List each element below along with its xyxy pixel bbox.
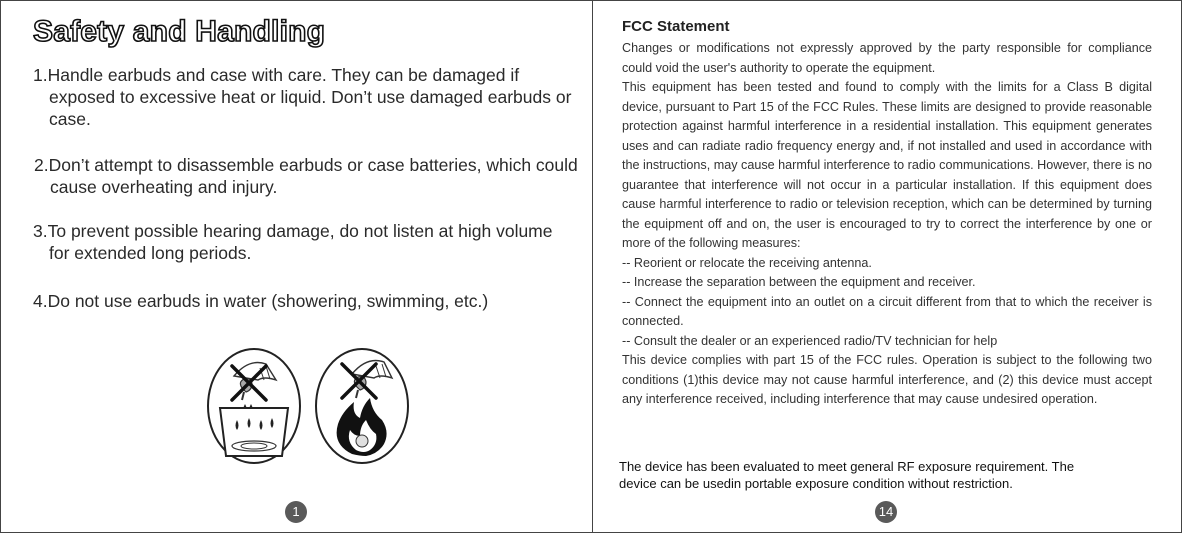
fcc-statement-body bbox=[622, 39, 1152, 410]
safety-rule-3: 3.To prevent possible hearing damage, do not listen at high volume for extended long periods. bbox=[33, 221, 553, 263]
fcc-measure: -- Connect the equipment into an outlet on a circuit different from that to which the receiver is connected. bbox=[622, 294, 1152, 328]
fcc-paragraph: This device complies with part 15 of the FCC rules. Operation is subject to the following two conditions (1)this device may not cause harmful interference, and (2) this device must accept any interference received, including interference that may cause undesired operation. bbox=[622, 353, 1152, 406]
safety-rule-1: 1.Handle earbuds and case with care. They can be damaged if exposed to excessive heat or liquid. Don’t use damaged earbuds or case. bbox=[33, 65, 572, 129]
rf-note-part: requirement. The bbox=[975, 459, 1075, 474]
rf-exposure-note bbox=[619, 459, 1159, 492]
fcc-measure: -- Consult the dealer or an experienced radio/TV technician for help bbox=[622, 333, 998, 348]
right-page bbox=[593, 1, 1181, 532]
no-fire-icon bbox=[312, 346, 412, 466]
fcc-paragraph: Changes or modifications not expressly approved by the party responsible for compliance could void the user's authority to operate the equipment. bbox=[622, 41, 1152, 75]
fcc-paragraph: This equipment has been tested and found to comply with the limits for a Class B digital device, pursuant to Part 15 of the FCC Rules. These limits are designed to provide reasonable protection against harmful interference in a residential installation. This equipment generates uses and can radiate radio frequency energy and, if not installed and used in accordance with the instructions, may cause harmful interference to radio communications. However, there is no guarantee that interference will not occur in a particular installation. If this equipment does cause harmful interference to radio or television reception, which can be determined by turning the equipment off and on, the user is encouraged to try to correct the interference by one or more of the following measures: bbox=[622, 80, 1152, 250]
rf-note-part: device can be usedin portable exposure bbox=[619, 475, 849, 491]
rf-note-part: condition without restriction. bbox=[852, 475, 1013, 491]
safety-rule-2: 2.Don’t attempt to disassemble earbuds or case batteries, which could cause overheating and injury. bbox=[34, 155, 578, 197]
left-page bbox=[1, 1, 592, 532]
fcc-measure: -- Increase the separation between the equipment and receiver. bbox=[622, 275, 976, 289]
rf-note-part: The device has been evaluated to meet general RF exposure bbox=[619, 459, 972, 474]
page-number-badge: 14 bbox=[875, 501, 897, 523]
safety-rule-4: 4.Do not use earbuds in water (showering, swimming, etc.) bbox=[33, 291, 489, 311]
page-number-badge: 1 bbox=[285, 501, 307, 523]
no-water-icon bbox=[204, 346, 304, 466]
fcc-measure: -- Reorient or relocate the receiving antenna. bbox=[622, 255, 872, 270]
page-title: Safety and Handling bbox=[33, 15, 326, 48]
fcc-heading: FCC Statement bbox=[622, 18, 730, 35]
